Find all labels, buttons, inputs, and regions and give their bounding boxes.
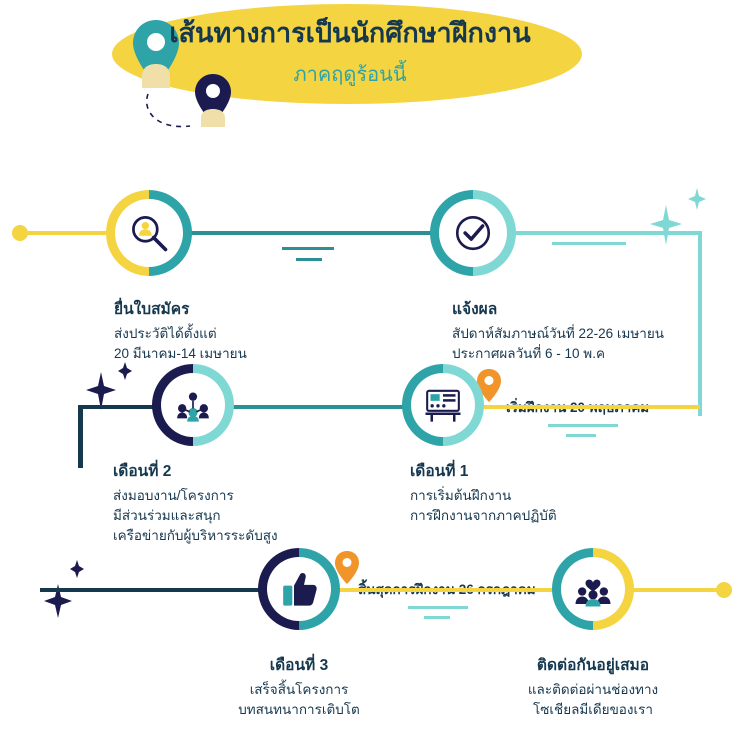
line-row1-middle [190,231,440,235]
step-title: เดือนที่ 3 [269,657,329,674]
sparkle-icon [118,362,132,380]
step-line: เครือข่ายกับผู้บริหารระดับสูง [113,528,278,543]
node-month-2[interactable] [152,364,234,446]
step-title: เดือนที่ 2 [113,463,172,480]
text-block-keep-in-touch [493,652,693,720]
node-keep-in-touch[interactable] [552,548,634,630]
line-end-dot [716,582,732,598]
text-block-announce [452,296,664,364]
step-line: ส่งประวัติได้ตั้งแต่ [114,326,217,341]
step-line: เสร็จสิ้นโครงการ [249,682,349,697]
node-announce[interactable] [430,190,516,276]
accent-dash-2 [296,258,322,261]
team-network-icon [173,385,213,425]
step-line: มีส่วนร่วมและสนุก [113,508,221,523]
step-line: และติดต่อผ่านช่องทาง [527,682,659,697]
page-title: เส้นทางการเป็นนักศึกษาฝึกงาน [169,18,531,48]
step-title: ติดต่อกันอยู่เสมอ [536,657,650,674]
sparkle-icon [70,560,84,578]
line-row2-middle [228,405,414,409]
line-row2-left [78,405,158,409]
step-line: บทสนทนาการเติบโต [238,702,360,717]
page-subtitle: ภาคฤดูร้อนนี้ [293,64,407,86]
office-desk-icon [423,385,463,425]
line-row3-left [40,588,264,592]
step-line: การเริ่มต้นฝึกงาน [410,488,512,503]
node-apply[interactable] [106,190,192,276]
accent-dash-6 [408,606,468,609]
magnifier-person-icon [127,211,171,255]
text-block-month-3 [199,652,399,720]
check-circle-icon [452,212,494,254]
step-title: ยื่นใบสมัคร [114,301,190,318]
header-dashed-path [140,88,210,138]
node-month-2-inner [161,373,225,437]
step-line: 20 มีนาคม-14 เมษายน [114,346,247,361]
line-row1-left [26,231,116,235]
heart-team-icon [573,569,613,609]
node-announce-inner [439,199,507,267]
node-month-1-inner [411,373,475,437]
node-month-3-inner [267,557,331,621]
node-month-1[interactable] [402,364,484,446]
step-title: เดือนที่ 1 [410,463,469,480]
step-line: ประกาศผลวันที่ 6 - 10 พ.ค [452,346,605,361]
node-month-3[interactable] [258,548,340,630]
line-start-dot [12,225,28,241]
step-line: ส่งมอบงาน/โครงการ [113,488,234,503]
text-block-month-1 [410,458,557,526]
step-line: สัปดาห์สัมภาษณ์วันที่ 22-26 เมษายน [452,326,664,341]
line-row3-right [628,588,724,592]
node-apply-inner [115,199,183,267]
thumbs-up-icon [279,569,319,609]
line-row2-right [484,405,700,409]
text-block-apply [114,296,247,364]
sparkle-icon [650,205,682,245]
accent-dash-7 [424,616,450,619]
line-row2-left-vertical [78,408,83,468]
accent-dash-5 [566,434,596,437]
accent-dash-4 [548,424,618,427]
step-line: การฝึกงานจากภาคปฏิบัติ [410,508,557,523]
line-right-vertical [698,231,702,416]
line-row3-middle [334,588,558,592]
accent-dash-1 [282,247,334,250]
accent-dash-3 [552,242,626,245]
text-block-month-2 [113,458,278,546]
node-keep-in-touch-inner [561,557,625,621]
line-row1-right [512,231,702,235]
step-title: แจ้งผล [452,301,498,318]
step-line: โซเชียลมีเดียของเรา [533,702,653,717]
sparkle-icon [688,188,706,210]
